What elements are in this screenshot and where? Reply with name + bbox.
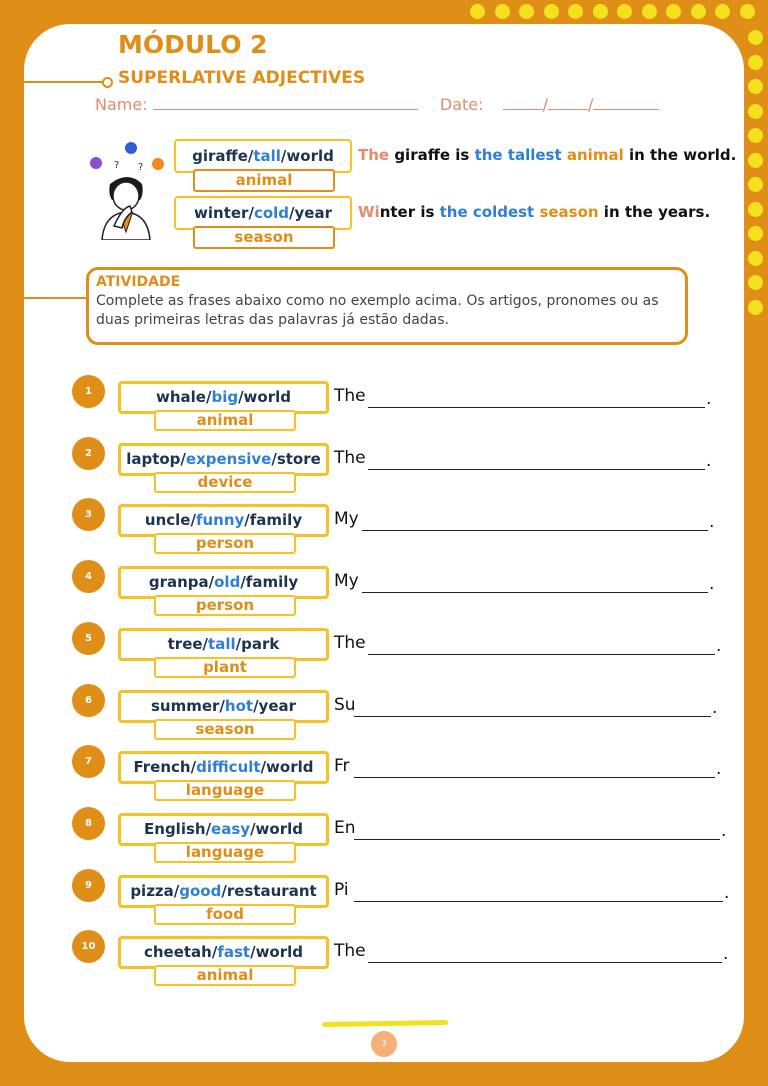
decor-dot <box>691 4 706 19</box>
title-connector-dot <box>102 77 113 88</box>
question-number: 9 <box>72 869 105 902</box>
answer-blank-field[interactable] <box>368 654 715 655</box>
question-word-box: summer/hot/year <box>118 690 329 723</box>
sentence-period: . <box>709 574 715 595</box>
decor-dot <box>748 104 763 119</box>
decor-dot <box>715 4 730 19</box>
date-day-field[interactable] <box>503 95 543 110</box>
question-number: 6 <box>72 684 105 717</box>
question-category-box: animal <box>154 410 296 431</box>
example-1-word-box: giraffe/tall/world <box>174 139 352 173</box>
decor-dot <box>495 4 510 19</box>
question-word-box: laptop/expensive/store <box>118 443 329 476</box>
activity-instructions: Complete as frases abaixo como no exemplo acima. Os artigos, pronomes ou as duas primeiras letras das palavras já estão dadas. <box>96 293 659 328</box>
question-category-box: language <box>154 842 296 863</box>
question-number: 7 <box>72 745 105 778</box>
question-word-box: cheetah/fast/world <box>118 936 329 969</box>
answer-blank-field[interactable] <box>354 777 715 778</box>
question-word-box: English/easy/world <box>118 813 329 846</box>
decor-dot <box>642 4 657 19</box>
name-date-row: Name: Date: / / <box>95 95 659 114</box>
module-title: MÓDULO 2 <box>118 30 268 59</box>
decor-dot <box>748 153 763 168</box>
sentence-period: . <box>724 882 730 903</box>
decor-dot <box>519 4 534 19</box>
question-category-box: language <box>154 780 296 801</box>
svg-text:?: ? <box>114 160 120 171</box>
activity-title: ATIVIDADE <box>96 274 181 290</box>
question-word-box: whale/big/world <box>118 381 329 414</box>
decor-dot <box>617 4 632 19</box>
question-number: 2 <box>72 437 105 470</box>
example-2-word-box: winter/cold/year <box>174 196 352 230</box>
question-number: 8 <box>72 807 105 840</box>
answer-start-text: Fr <box>334 756 350 777</box>
question-category-box: person <box>154 595 296 616</box>
answer-start-text: Pi <box>334 879 349 900</box>
answer-start-text: My <box>334 509 359 530</box>
title-connector-line <box>24 81 104 83</box>
question-word-box: tree/tall/park <box>118 628 329 661</box>
question-category-box: food <box>154 904 296 925</box>
decor-dot <box>470 4 485 19</box>
sentence-period: . <box>709 512 715 533</box>
svg-text:?: ? <box>138 162 144 173</box>
date-label: Date: <box>439 95 484 114</box>
decor-dot <box>593 4 608 19</box>
answer-start-text: Su <box>334 694 356 715</box>
question-word-box: uncle/funny/family <box>118 504 329 537</box>
decor-dot <box>568 4 583 19</box>
name-label: Name: <box>95 95 148 114</box>
answer-blank-field[interactable] <box>354 839 720 840</box>
question-number: 5 <box>72 622 105 655</box>
example-2-sentence: Winter is the coldest season in the years. <box>358 203 711 221</box>
answer-start-text: The <box>334 941 366 962</box>
page-number: 3 <box>371 1031 397 1057</box>
sentence-period: . <box>716 635 722 656</box>
thinking-person-icon <box>86 140 172 240</box>
example-1-sentence: The giraffe is the tallest animal in the world. <box>358 146 737 164</box>
date-year-field[interactable] <box>593 95 659 110</box>
answer-start-text: The <box>334 447 366 468</box>
answer-blank-field[interactable] <box>368 407 705 408</box>
decor-dot <box>748 30 763 45</box>
sentence-period: . <box>706 389 712 409</box>
decor-dot <box>748 79 763 94</box>
question-category-box: season <box>154 719 296 740</box>
sentence-period: . <box>721 820 727 841</box>
answer-start-text: My <box>334 571 359 592</box>
module-subtitle: SUPERLATIVE ADJECTIVES <box>118 68 366 88</box>
decor-dot <box>544 4 559 19</box>
question-number: 1 <box>72 375 105 408</box>
activity-connector-line <box>24 297 88 299</box>
answer-blank-field[interactable] <box>362 592 708 593</box>
decor-dot <box>740 4 755 19</box>
answer-blank-field[interactable] <box>368 962 722 963</box>
answer-blank-field[interactable] <box>354 716 711 717</box>
question-category-box: person <box>154 533 296 554</box>
sentence-period: . <box>723 944 729 965</box>
question-word-box: pizza/good/restaurant <box>118 875 329 908</box>
decor-dot <box>748 177 763 192</box>
question-category-box: animal <box>154 965 296 986</box>
name-field[interactable] <box>153 95 418 110</box>
decor-dot <box>748 226 763 241</box>
decor-dot <box>748 202 763 217</box>
answer-start-text: The <box>334 386 366 406</box>
answer-blank-field[interactable] <box>368 469 705 470</box>
example-1-category-box: animal <box>193 169 335 192</box>
question-category-box: device <box>154 472 296 493</box>
example-2-category-box: season <box>193 226 335 249</box>
decor-dot <box>748 275 763 290</box>
decor-dot <box>748 55 763 70</box>
sentence-period: . <box>716 759 722 780</box>
decor-dot <box>666 4 681 19</box>
sentence-period: . <box>706 450 712 471</box>
decor-dot <box>748 128 763 143</box>
question-word-box: French/difficult/world <box>118 751 329 784</box>
answer-blank-field[interactable] <box>362 530 708 531</box>
answer-start-text: The <box>334 632 366 653</box>
answer-blank-field[interactable] <box>354 901 723 902</box>
question-number: 3 <box>72 498 105 531</box>
decor-dot <box>748 251 763 266</box>
sentence-period: . <box>712 697 718 718</box>
date-month-field[interactable] <box>548 95 588 110</box>
question-number: 10 <box>72 930 105 963</box>
answer-start-text: En <box>334 817 356 838</box>
question-category-box: plant <box>154 657 296 678</box>
question-word-box: granpa/old/family <box>118 566 329 599</box>
question-number: 4 <box>72 560 105 593</box>
decor-dot <box>748 300 763 315</box>
